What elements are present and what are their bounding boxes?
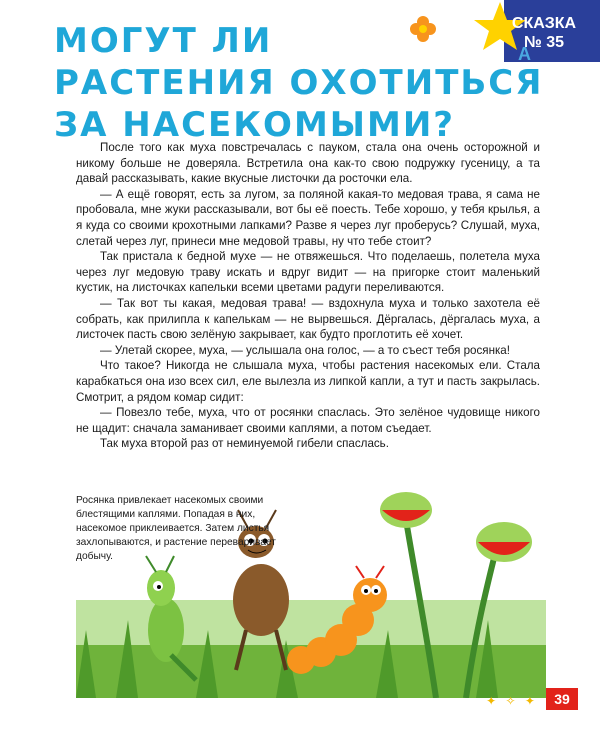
story-paragraph: Так муха второй раз от неминуемой гибели спаслась.: [100, 437, 389, 451]
story-paragraph: — Повезло тебе, муха, что от росянки спаслась. Это зелёное чудовище никого не щадит: сначала заманивает своими каплями, а потом съедает.: [76, 406, 540, 435]
illustration-caption: Росянка привлекает насекомых своими блестящими каплями. Попадая в них, насекомое приклеивается. Затем листья захлопываются, и растение переваривает добычу.: [76, 495, 276, 562]
story-paragraph: — Улетай скорее, муха, — услышала она голос, — а то съест тебя росянка!: [100, 343, 510, 357]
story-text: [76, 140, 540, 452]
badge-letter: А: [518, 44, 531, 64]
title-line: ЗА НАСЕКОМЫМИ?: [54, 105, 456, 145]
page-number: 39: [546, 688, 578, 710]
badge-title: СКАЗКА: [511, 15, 577, 32]
story-paragraph: Что такое? Никогда не слышала муха, чтобы растения насекомых ели. Стала карабкаться она изо всех сил, еле вылезла из липкой капли, а тут и пасть закрылась. Смотрит, а рядом комар сидит:: [76, 359, 540, 404]
title-line: МОГУТ ЛИ: [54, 21, 273, 61]
decorative-stars-icon: ✦ ✧ ✦: [486, 694, 538, 708]
title-line: РАСТЕНИЯ ОХОТИТЬСЯ: [54, 63, 544, 103]
story-paragraph: После того как муха повстречалась с пауком, стала она очень осторожной и никому больше не доверяла. Встретила она как-то свою подружку гусеницу, а та давай рассказывать, какие вкусные листочки да росточки ела.: [76, 141, 540, 186]
story-paragraph: Так пристала к бедной мухе — не отвяжешься. Что поделаешь, полетела муха через луг медовую траву искать и вдруг видит — на пригорке стоит маленький кустик, на листочках капельки всеми цветами радуги переливаются.: [76, 250, 540, 295]
badge-number: № 35: [523, 34, 565, 51]
story-paragraph: — Так вот ты какая, медовая трава! — вздохнула муха и только захотела её собрать, как прилипла к капелькам — не вырвешься. Дёргалась, дёргалась муха, а листочек пасть свою зелёную закрывает, как будто проглотить её хочет.: [76, 296, 540, 342]
story-paragraph: — А ещё говорят, есть за лугом, за поляной какая-то медовая трава, я сама не пробовала, мне жуки рассказывали, вот бы её поесть. Тебе хорошо, у тебя крылья, а я куда со своими крохотными лапками? Разве я через луг проберусь? Слушай, муха, слетай через луг, принеси мне медовой травы, ну что тебе стоит?: [76, 187, 540, 248]
